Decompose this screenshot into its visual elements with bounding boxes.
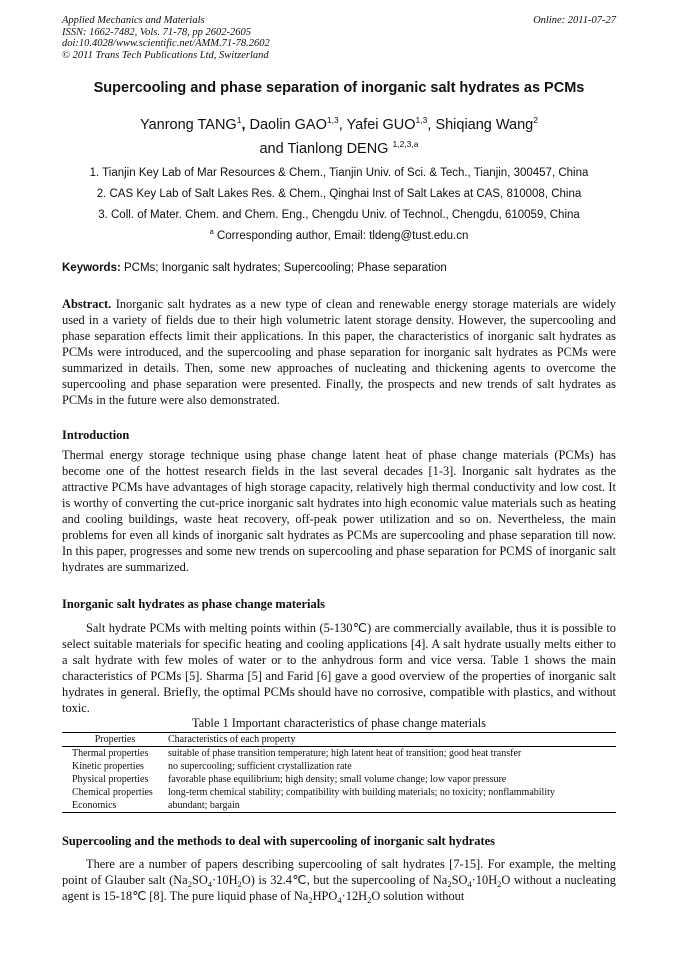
table-cell: Physical properties [72,774,149,785]
supercooling-paragraph: There are a number of papers describing supercooling of salt hydrates [7-15]. For example, the melting point of Glauber salt $(Na_2SO_4\cdot 10H_2O)$ is 32.4℃, but the supercooling of $Na_2SO_4\cdot 10H_2O$ without a nucleating agent is 15-18℃ [8]. The pure liquid phase of $Na_2HPO_4\cdot 12H_2O$ solution without [62,857,616,905]
corresponding-author: $^a$ Corresponding author, Email: tldeng@tust.edu.cn [209,227,469,242]
abstract-label: Abstract. [62,297,112,311]
table-header-row [62,733,616,747]
paper-title: Supercooling and phase separation of inorganic salt hydrates as PCMs [93,80,585,96]
table-cell: favorable phase equilibrium; high density; small volume change; low vapor pressure [168,774,507,785]
salt-hydrates-paragraph: Salt hydrate PCMs with melting points within (5-130℃) are commercially available, thus it is possible to select suitable materials for specific heating and cooling applications [4]. A salt hydrate usually melts either to a salt hydrate with few moles of water or to the anhydrous form and vice versa. Table 1 shows the main characteristics of PCMs [5]. Sharma [5] and Farid [6] gave a good overview of the properties of inorganic salt hydrates in general. Briefly, the optimal PCMs should have no corrosive, compatible with plastics, and without toxic. [62,621,616,715]
na2hpo4-formula: $Na_2HPO_4\cdot 12H_2O$ [293,889,381,905]
table-caption: Table 1 Important characteristics of phase change materials [192,716,486,730]
copyright-line: © 2011 Trans Tech Publications Ltd, Switzerland [62,49,269,61]
author-name: Daolin GAO [249,117,327,133]
keywords-label: Keywords: [62,262,121,274]
table-cell: Thermal properties [72,748,149,759]
author-affil-sup: 1,3 [326,115,339,125]
author-list: Yanrong TANG$^1$, Daolin GAO$^{1,3}$, Yafei GUO$^{1,3}$, Shiqiang Wang$^2$ and Tianlong DENG $^{1,2,3,a}$ [140,115,538,157]
section-heading-introduction: Introduction [62,428,130,442]
author-affil-sup: 1,2,3,a [392,139,419,149]
table-row [62,760,616,773]
table-cell: Kinetic properties [72,761,144,772]
keywords-text: PCMs; Inorganic salt hydrates; Supercooling; Phase separation [124,262,447,274]
author-affil-sup: 1 [236,115,242,125]
abstract [62,296,616,408]
author-affil-sup: 1,3 [415,115,428,125]
author-name: Shiqiang Wang [435,117,534,133]
section-heading-salt-hydrates: Inorganic salt hydrates as phase change materials [62,597,325,611]
author-name: Yafei GUO [346,117,416,133]
affiliation: 2. CAS Key Lab of Salt Lakes Res. & Chem., Qinghai Inst of Salt Lakes at CAS, 810008, China [96,188,582,200]
table-header-cell: Properties [94,734,136,745]
properties-table [62,732,616,813]
author-affil-sup: 2 [533,115,538,125]
table-cell: Economics [72,800,117,811]
introduction-paragraph: Thermal energy storage technique using phase change latent heat of phase change materials (PCMs) has become one of the hottest research fields in the last several decades [1-3]. Inorganic salt hydrates as the attractive PCMs have advantages of high storage capacity, relatively high thermal conductivity and low cost. It is worthy of converting the cut-price inorganic salt hydrates into high economic value materials such as heating and cooling buildings, waste heat recovery, off-peak power utilization and so on. Nevertheless, the main problems for even all kinds of inorganic salt hydrates as PCMs are supercooling and phase separation till now. In this paper, progresses and some new trends on supercooling and phase separation for PCMS of inorganic salt hydrates are summarized. [62,448,616,574]
journal-header [62,15,270,61]
issn-line: ISSN: 1662-7482, Vols. 71-78, pp 2602-2605 [62,26,251,38]
table-row [62,773,616,786]
table-cell: abundant; bargain [168,800,240,811]
section-heading-supercooling: Supercooling and the methods to deal with supercooling of inorganic salt hydrates [62,834,495,848]
doi-line: doi:10.4028/www.scientific.net/AMM.71-78.2602 [62,38,270,49]
affiliation: 1. Tianjin Key Lab of Mar Resources & Chem., Tianjin Univ. of Sci. & Tech., Tianjin, 300457, China [89,167,589,179]
table-cell: long-term chemical stability; compatibility with building materials; no toxicity; nonflammability [168,787,555,798]
author-name: Yanrong TANG [140,117,237,133]
table-row [62,799,616,812]
glauber-formula-repeat: $Na_2SO_4\cdot 10H_2O$ [432,873,511,889]
table-row [62,747,616,760]
table-header-cell: Characteristics of each property [168,734,296,745]
abstract-text: Inorganic salt hydrates as a new type of clean and renewable energy storage materials are widely used in a variety of fields due to their high volumetric latent storage density. However, the supercooling and phase separation effects limit their applications. In this paper, the characteristics of inorganic salt hydrates as PCMs were introduced, and the supercooling and phase separation for inorganic salt hydrates as PCMs were summarized in details. Then, some new approaches of nucleating and thickening agents to overcome the supercooling and phase separation were presented. Finally, the prospects and new trends of salt hydrates as PCMs in the future were also demonstrated. [62,297,616,407]
table-row [62,786,616,799]
author-name: Tianlong DENG [287,141,389,157]
table-cell: Chemical properties [72,787,153,798]
affiliation-list [40,163,638,247]
keywords [62,262,616,274]
table-cell: suitable of phase transition temperature; high latent heat of transition; good heat transfer [168,748,522,759]
journal-name: Applied Mechanics and Materials [62,15,205,26]
table-cell: no supercooling; sufficient crystallization rate [168,761,352,772]
affiliation: 3. Coll. of Mater. Chem. and Chem. Eng., Chengdu Univ. of Technol., Chengdu, 610059, China [98,209,580,221]
glauber-formula: $Na_2SO_4\cdot 10H_2O$ [173,873,251,889]
online-date: Online: 2011-07-27 [533,15,616,26]
